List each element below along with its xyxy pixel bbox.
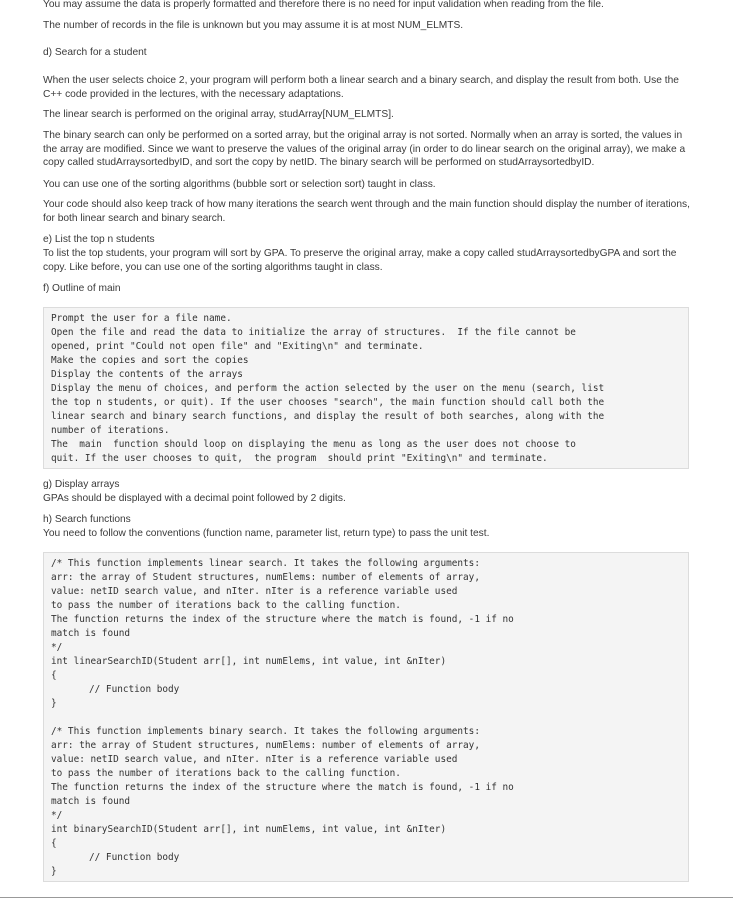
binary-body-comment: // Function body [89,852,180,863]
code-line: */ [51,642,63,653]
section-g-para: GPAs should be displayed with a decimal point followed by 2 digits. [43,493,346,504]
search-functions-code-block [43,552,689,882]
code-line: */ [51,810,63,821]
code-line: The function returns the index of the structure where the match is found, -1 if no [51,614,514,625]
code-line: The function returns the index of the structure where the match is found, -1 if no [51,782,514,793]
record-count-note: The number of records in the file is unknown but you may assume it is at most NUM_ELMTS. [43,20,464,31]
section-f-heading: f) Outline of main [43,283,121,294]
linear-close-brace: } [51,698,57,709]
section-h-heading: h) Search functions [43,514,131,525]
code-line: Display the contents of the arrays [51,369,243,380]
section-d-para-5: Your code should also keep track of how many iterations the search went through and the main function should display the number of iterations, for both linear search and binary search. [43,199,690,224]
linear-body-comment: // Function body [89,684,180,695]
binary-close-brace: } [51,866,57,877]
code-line: /* This function implements linear search. It takes the following arguments: [51,558,480,569]
validation-note: You may assume the data is properly formatted and therefore there is no need for input validation when reading from the file. [43,0,604,10]
code-line: The main function should loop on displaying the menu as long as the user does not choose to [51,439,576,450]
binary-search-signature: int binarySearchID(Student arr[], int numElems, int value, int &nIter) [51,824,447,835]
code-line: to pass the number of iterations back to the calling function. [51,600,401,611]
code-line: Display the menu of choices, and perform the action selected by the user on the menu (search, list [51,383,605,394]
code-line: arr: the array of Student structures, numElems: number of elements of array, [51,740,480,751]
binary-open-brace: { [51,838,57,849]
code-line: match is found [51,796,131,807]
code-line: Prompt the user for a file name. [51,313,232,324]
code-line: the top n students, or quit). If the user chooses "search", the main function should call both the [51,397,605,408]
section-g-heading: g) Display arrays [43,479,120,490]
section-d-para-3: The binary search can only be performed on a sorted array, but the original array is not sorted. Normally when an array is sorted, the values in the array are modified. Since we want to preserve the values of the original array (in order to do linear search on the original array), we make a copy called studArraysortedbyID, and sort the copy by netID. The binary search will be performed on studArraysortedbyID. [43,130,686,169]
code-line: match is found [51,628,131,639]
code-line: arr: the array of Student structures, numElems: number of elements of array, [51,572,480,583]
code-line: Open the file and read the data to initialize the array of structures. If the file cannot be [51,327,576,338]
section-h-para: You need to follow the conventions (function name, parameter list, return type) to pass the unit test. [43,528,490,539]
code-line: quit. If the user chooses to quit, the program should print "Exiting\n" and terminate. [51,453,548,464]
code-line: value: netID search value, and nIter. nIter is a reference variable used [51,586,458,597]
section-d-para-2: The linear search is performed on the original array, studArray[NUM_ELMTS]. [43,109,394,120]
section-e-heading: e) List the top n students [43,234,155,245]
section-d-heading: d) Search for a student [43,47,147,58]
code-line: value: netID search value, and nIter. nIter is a reference variable used [51,754,458,765]
linear-open-brace: { [51,670,57,681]
section-d-para-1: When the user selects choice 2, your program will perform both a linear search and a binary search, and display the result from both. Use the C++ code provided in the lectures, with the necessary adaptations. [43,75,679,100]
code-line: to pass the number of iterations back to the calling function. [51,768,401,779]
linear-search-signature: int linearSearchID(Student arr[], int numElems, int value, int &nIter) [51,656,447,667]
code-line: linear search and binary search functions, and display the result of both searches, along with the [51,411,605,422]
code-line: number of iterations. [51,425,170,436]
code-line: opened, print "Could not open file" and "Exiting\n" and terminate. [51,341,424,352]
blank-line [51,711,681,725]
section-d-para-4: You can use one of the sorting algorithms (bubble sort or selection sort) taught in class. [43,179,436,190]
section-e-para: To list the top students, your program will sort by GPA. To preserve the original array, make a copy called studArraysortedbyGPA and sort the copy. Like before, you can use one of the sorting algorithms taught in class. [43,248,677,273]
main-outline-code-block [43,307,689,469]
code-line: /* This function implements binary search. It takes the following arguments: [51,726,480,737]
code-line: Make the copies and sort the copies [51,355,249,366]
